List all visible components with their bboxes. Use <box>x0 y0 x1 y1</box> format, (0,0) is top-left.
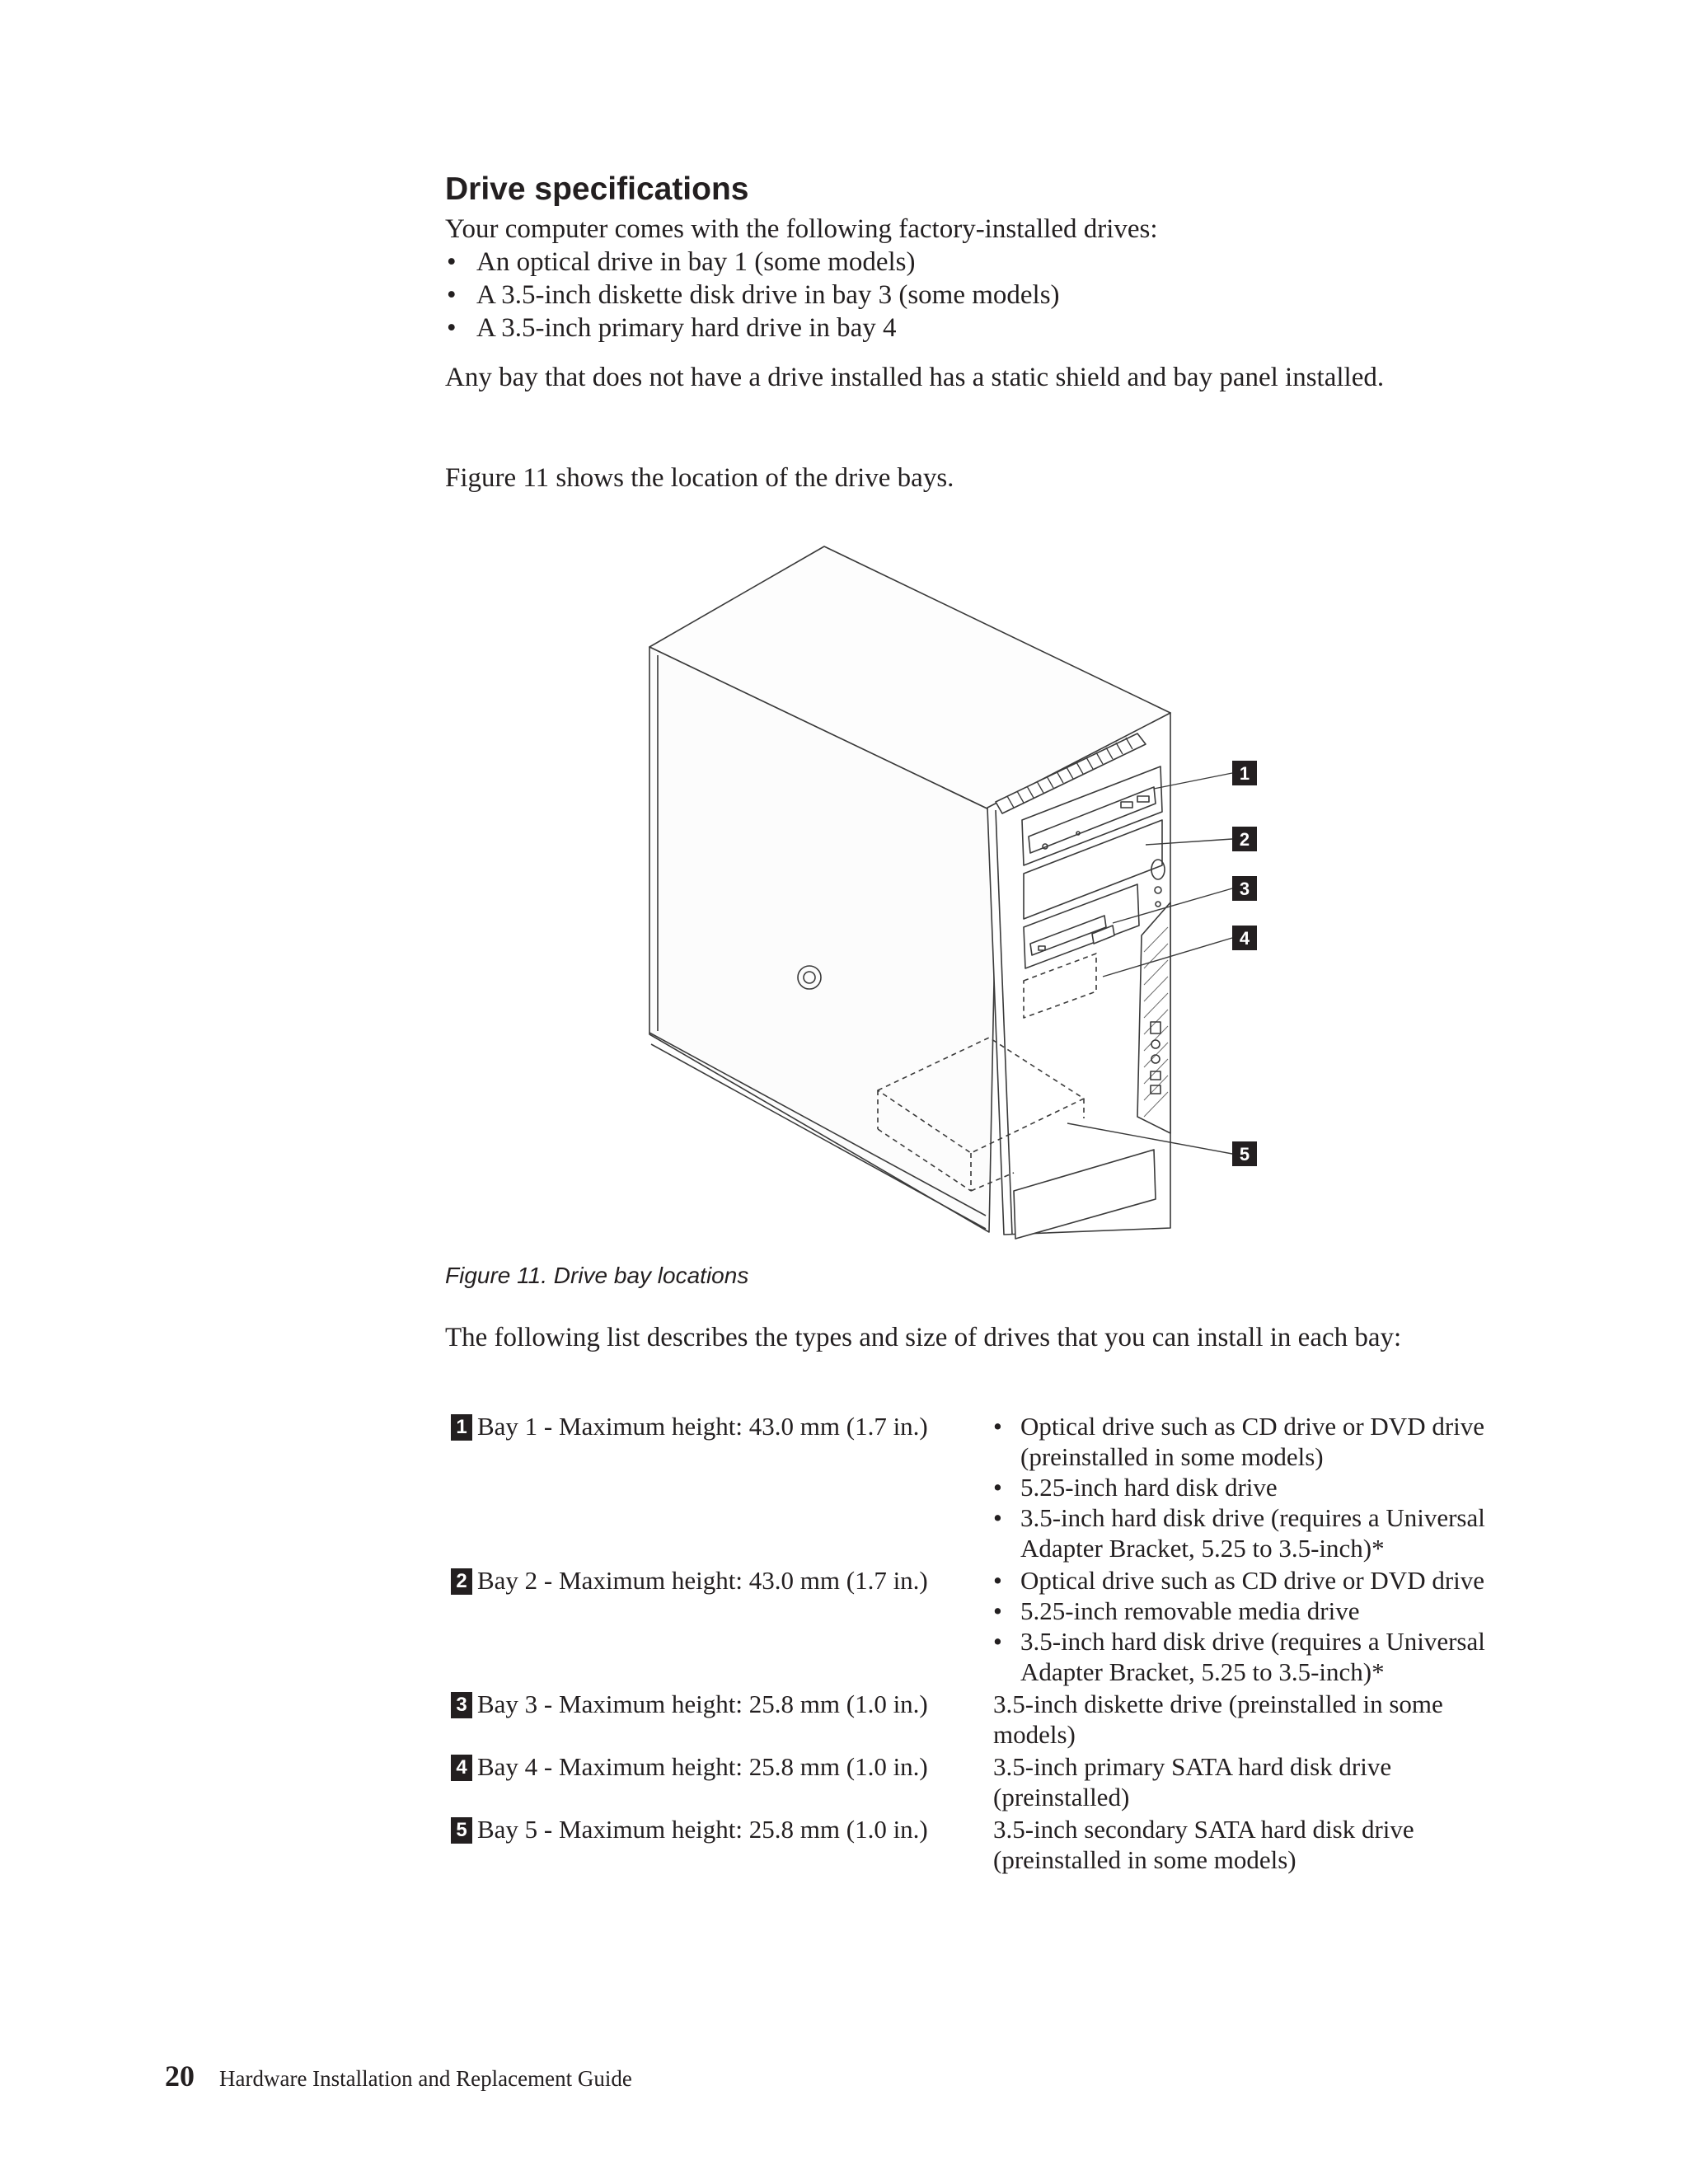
callout-1 <box>1232 761 1257 785</box>
bay-label: Bay 4 - Maximum height: 25.8 mm (1.0 in.) <box>477 1752 928 1781</box>
list-item: • An optical drive in bay 1 (some models) <box>445 246 1060 279</box>
svg-text:3: 3 <box>1239 879 1250 899</box>
bay-label: Bay 1 - Maximum height: 43.0 mm (1.7 in.) <box>477 1412 928 1441</box>
table-row <box>445 1814 1508 1877</box>
callout-5 <box>1232 1141 1257 1166</box>
static-shield-paragraph: Any bay that does not have a drive installed has a static shield and bay panel installed. <box>445 363 1385 392</box>
bay-list-intro: The following list describes the types and size of drives that you can install in each bay: <box>445 1323 1402 1352</box>
bay-description: 3.5-inch secondary SATA hard disk drive (preinstalled in some models) <box>993 1815 1414 1874</box>
figure-reference-text: Figure 11 shows the location of the drive bays. <box>445 463 954 493</box>
bay-badge: 2 <box>451 1568 472 1595</box>
list-item: • A 3.5-inch diskette disk drive in bay 3 (some models) <box>445 279 1060 312</box>
bay-label: Bay 2 - Maximum height: 43.0 mm (1.7 in.) <box>477 1566 928 1595</box>
bay-label: Bay 5 - Maximum height: 25.8 mm (1.0 in.) <box>477 1815 928 1844</box>
table-row <box>445 1565 1508 1689</box>
page-number: 20 <box>165 2060 195 2093</box>
list-item: • 3.5-inch hard disk drive (requires a Universal Adapter Bracket, 5.25 to 3.5-inch)* <box>993 1626 1508 1687</box>
bay-description: 3.5-inch diskette drive (preinstalled in some models) <box>993 1690 1443 1749</box>
table-row <box>445 1411 1508 1565</box>
callout-4 <box>1232 926 1257 950</box>
callout-2 <box>1232 827 1257 851</box>
table-row <box>445 1689 1508 1751</box>
bay-badge: 3 <box>451 1692 472 1718</box>
bay-badge: 5 <box>451 1817 472 1844</box>
page-footer <box>165 2059 632 2093</box>
installed-drives-list <box>445 246 1060 344</box>
table-row <box>445 1751 1508 1814</box>
section-heading: Drive specifications <box>445 171 749 207</box>
bay-drive-list <box>993 1411 1508 1563</box>
bay-specifications-table <box>445 1411 1508 1877</box>
bay-badge: 1 <box>451 1414 472 1441</box>
bay-description: 3.5-inch primary SATA hard disk drive (preinstalled) <box>993 1752 1392 1811</box>
bay-label: Bay 3 - Maximum height: 25.8 mm (1.0 in.) <box>477 1690 928 1718</box>
bay-drive-list <box>993 1565 1508 1687</box>
callout-3 <box>1232 876 1257 901</box>
list-item: • Optical drive such as CD drive or DVD drive <box>993 1565 1508 1596</box>
list-item: • 5.25-inch hard disk drive <box>993 1472 1508 1502</box>
bay-badge: 4 <box>451 1755 472 1781</box>
footer-title: Hardware Installation and Replacement Guide <box>219 2066 632 2091</box>
svg-text:1: 1 <box>1239 763 1250 784</box>
svg-text:4: 4 <box>1239 928 1250 949</box>
svg-text:2: 2 <box>1239 829 1250 850</box>
list-item: • A 3.5-inch primary hard drive in bay 4 <box>445 312 1060 344</box>
list-item: • Optical drive such as CD drive or DVD drive (preinstalled in some models) <box>993 1411 1508 1472</box>
figure-caption: Figure 11. Drive bay locations <box>445 1263 749 1288</box>
list-item: • 3.5-inch hard disk drive (requires a Universal Adapter Bracket, 5.25 to 3.5-inch)* <box>993 1502 1508 1563</box>
drive-bay-illustration <box>626 540 1302 1249</box>
svg-text:5: 5 <box>1239 1144 1250 1165</box>
list-item: • 5.25-inch removable media drive <box>993 1596 1508 1626</box>
computer-tower-drawing <box>649 546 1232 1239</box>
intro-text: Your computer comes with the following factory-installed drives: <box>445 214 1158 244</box>
